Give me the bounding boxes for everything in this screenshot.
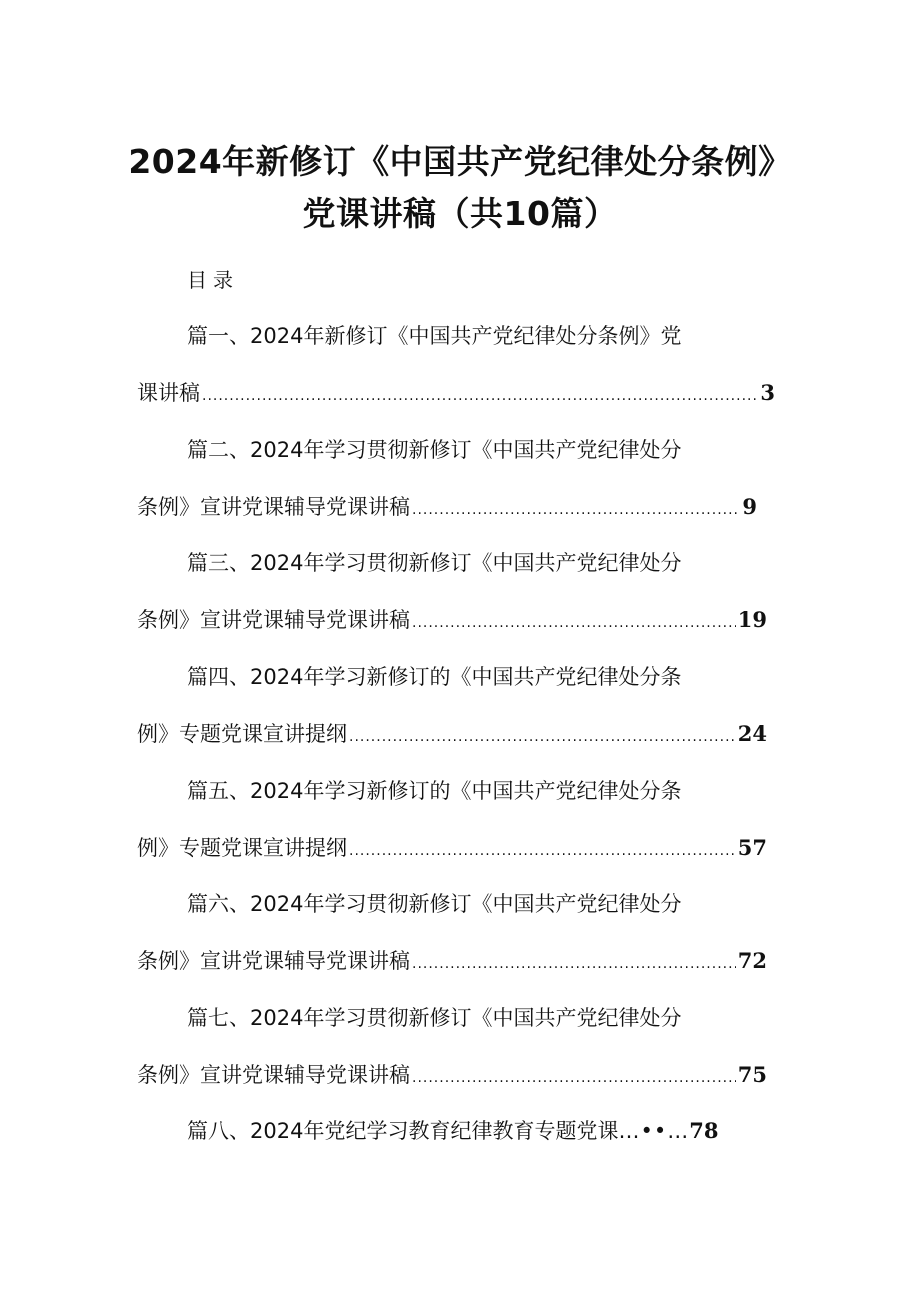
toc-entry-1-line2[interactable] <box>137 377 775 407</box>
toc-entry-5-line1[interactable]: 篇五、2024年学习新修订的《中国共产党纪律处分条 <box>187 779 682 803</box>
document-title-line1: 2024年新修订《中国共产党纪律处分条例》 <box>128 142 792 181</box>
toc-entry-4-line1[interactable]: 篇四、2024年学习新修订的《中国共产党纪律处分条 <box>187 665 682 689</box>
toc-entry-2-line1[interactable]: 篇二、2024年学习贯彻新修订《中国共产党纪律处分 <box>187 438 682 462</box>
dot-leader <box>412 1070 736 1086</box>
toc-entry-title-tail: 条例》宣讲党课辅导党课讲稿 <box>137 495 410 519</box>
toc-entry-2-line2[interactable] <box>137 491 757 521</box>
dot-leader <box>349 843 736 859</box>
toc-entry-3-line1[interactable]: 篇三、2024年学习贯彻新修订《中国共产党纪律处分 <box>187 551 682 575</box>
document-title-line2: 党课讲稿（共10篇） <box>302 194 618 233</box>
dot-leader: …••… <box>618 1119 690 1143</box>
toc-entry-title-tail: 条例》宣讲党课辅导党课讲稿 <box>137 949 410 973</box>
toc-page-number: 75 <box>737 1062 767 1087</box>
toc-entry-title: 篇八、2024年党纪学习教育纪律教育专题党课 <box>187 1119 619 1143</box>
toc-entry-title-tail: 课讲稿 <box>137 381 200 405</box>
toc-page-number: 24 <box>737 721 767 746</box>
toc-entry-4-line2[interactable] <box>137 718 767 748</box>
toc-entry-title-tail: 条例》宣讲党课辅导党课讲稿 <box>137 608 410 632</box>
toc-entry-7-line1[interactable]: 篇七、2024年学习贯彻新修订《中国共产党纪律处分 <box>187 1006 682 1030</box>
toc-entry-6-line2[interactable] <box>137 945 767 975</box>
dot-leader <box>412 502 740 518</box>
toc-page-number: 19 <box>737 607 767 632</box>
toc-entry-title-tail: 例》专题党课宣讲提纲 <box>137 836 347 860</box>
toc-entry-8[interactable] <box>187 1115 718 1145</box>
toc-entry-6-line1[interactable]: 篇六、2024年学习贯彻新修订《中国共产党纪律处分 <box>187 892 682 916</box>
toc-entry-title-tail: 条例》宣讲党课辅导党课讲稿 <box>137 1063 410 1087</box>
toc-page-number: 57 <box>737 835 767 860</box>
toc-heading: 目录 <box>187 268 239 292</box>
toc-entry-7-line2[interactable] <box>137 1059 767 1089</box>
toc-entry-1-line1[interactable]: 篇一、2024年新修订《中国共产党纪律处分条例》党 <box>187 324 682 348</box>
dot-leader <box>412 615 736 631</box>
toc-page-number: 3 <box>760 380 775 405</box>
toc-page-number: 72 <box>737 948 767 973</box>
dot-leader <box>349 729 736 745</box>
dot-leader <box>202 388 758 404</box>
toc-entry-5-line2[interactable] <box>137 832 767 862</box>
toc-page-number: 9 <box>742 494 757 519</box>
toc-entry-3-line2[interactable] <box>137 604 767 634</box>
toc-page-number: 78 <box>689 1118 719 1143</box>
dot-leader <box>412 956 736 972</box>
toc-entry-title-tail: 例》专题党课宣讲提纲 <box>137 722 347 746</box>
